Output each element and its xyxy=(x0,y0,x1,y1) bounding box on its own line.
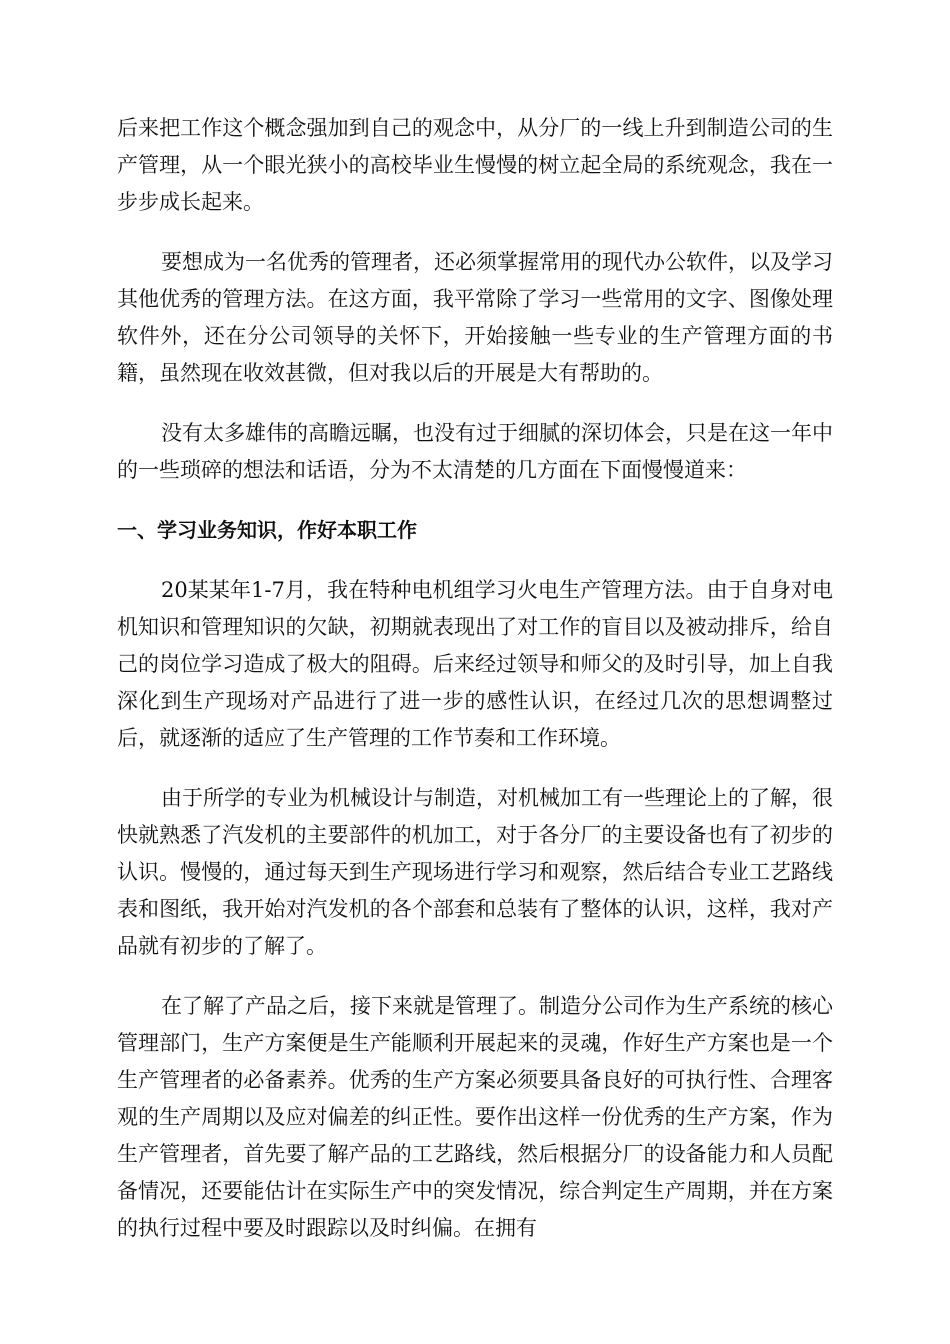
paragraph-3: 没有太多雄伟的高瞻远瞩，也没有过于细腻的深切体会，只是在这一年中的一些琐碎的想法和话语，分为不太清楚的几方面在下面慢慢道来： xyxy=(117,421,833,482)
paragraph-4: 20某某年1-7月，我在特种电机组学习火电生产管理方法。由于自身对电机知识和管理知识的欠缺，初期就表现出了对工作的盲目以及被动排斥，给自己的岗位学习造成了极大的阻碍。后来经过领导和师父的及时引导，加上自我深化到生产现场对产品进行了进一步的感性认识，在经过几次的思想调整过后，就逐渐的适应了生产管理的工作节奏和工作环境。 xyxy=(117,578,833,750)
paragraph-5: 由于所学的专业为机械设计与制造，对机械加工有一些理论上的了解，很快就熟悉了汽发机的主要部件的机加工，对于各分厂的主要设备也有了初步的认识。慢慢的，通过每天到生产现场进行学习和观察，然后结合专业工艺路线表和图纸，我开始对汽发机的各个部套和总装有了整体的认识，这样，我对产品就有初步的了解了。 xyxy=(117,786,833,958)
paragraph-6: 在了解了产品之后，接下来就是管理了。制造分公司作为生产系统的核心管理部门，生产方案便是生产能顺利开展起来的灵魂，作好生产方案也是一个生产管理者的必备素养。优秀的生产方案必须要具备良好的可执行性、合理客观的生产周期以及应对偏差的纠正性。要作出这样一份优秀的生产方案，作为生产管理者，首先要了解产品的工艺路线，然后根据分厂的设备能力和人员配备情况，还要能估计在实际生产中的突发情况，综合判定生产周期，并在方案的执行过程中要及时跟踪以及时纠偏。在拥有 xyxy=(117,994,833,1240)
paragraph-1: 后来把工作这个概念强加到自己的观念中，从分厂的一线上升到制造公司的生产管理，从一个眼光狭小的高校毕业生慢慢的树立起全局的系统观念，我在一步步成长起来。 xyxy=(117,116,833,214)
document-body xyxy=(117,110,833,1270)
section-heading: 一、学习业务知识，作好本职工作 xyxy=(117,518,417,542)
paragraph-2: 要想成为一名优秀的管理者，还必须掌握常用的现代办公软件，以及学习其他优秀的管理方法。在这方面，我平常除了学习一些常用的文字、图像处理软件外，还在分公司领导的关怀下，开始接触一些专业的生产管理方面的书籍，虽然现在收效甚微，但对我以后的开展是大有帮助的。 xyxy=(117,250,833,385)
